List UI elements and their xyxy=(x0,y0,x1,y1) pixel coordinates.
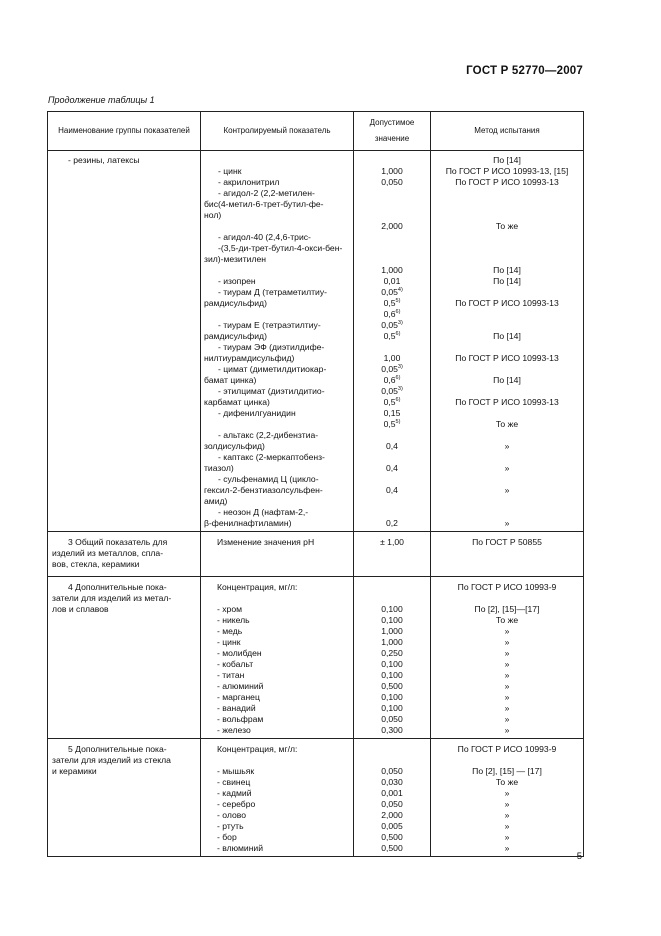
parameter-line: - цинк xyxy=(218,166,242,176)
method-line xyxy=(431,364,583,375)
value-line: 0,100 xyxy=(381,692,403,702)
table-row-section-5 xyxy=(48,739,584,857)
method-line: » xyxy=(504,843,510,853)
value-line: 0,250 xyxy=(381,648,403,658)
footnote-marker: 5) xyxy=(395,419,401,425)
concentration-heading: Концентрация, мг/л: xyxy=(217,744,298,754)
table-row-section-3 xyxy=(48,532,584,577)
parameter-line: нилтиурамдисульфид) xyxy=(204,353,295,363)
value-line xyxy=(354,364,430,375)
parameter-line: карбамат цинка) xyxy=(204,397,270,407)
group-cell-section-3 xyxy=(48,532,201,577)
value-number: 1,00 xyxy=(383,353,401,363)
value-line: 0,100 xyxy=(381,703,403,713)
value-line xyxy=(354,507,430,518)
method-line xyxy=(431,342,583,353)
value-line: 0,005 xyxy=(381,821,403,831)
group-label-rubber: - резины, латексы xyxy=(68,155,140,165)
value-number: 0,4 xyxy=(386,485,398,495)
parameter-line: - титан xyxy=(217,670,245,680)
method-line: По ГОСТ Р ИСО 10993-13 xyxy=(455,177,559,187)
value-number: 0,5 xyxy=(383,331,396,341)
parameter-line: - вольфрам xyxy=(217,714,264,724)
method-line: » xyxy=(504,714,510,724)
parameter-line: - тиурам Д (тетраметилтиу- xyxy=(218,287,327,297)
value-number: 0,5 xyxy=(383,419,396,429)
value-label: ± 1,00 xyxy=(380,537,404,547)
parameter-line: - никель xyxy=(217,615,250,625)
parameter-line: - изопрен xyxy=(218,276,256,286)
footnote-marker: 3) xyxy=(397,386,403,392)
value-line xyxy=(354,199,430,210)
value-line xyxy=(354,331,430,342)
parameter-line: - неозон Д (нафтам-2,- xyxy=(218,507,309,517)
method-cell-rubber xyxy=(431,151,584,532)
value-line xyxy=(354,518,430,529)
value-line xyxy=(354,287,430,298)
method-line: » xyxy=(504,832,510,842)
parameter-line: - свинец xyxy=(217,777,251,787)
value-line xyxy=(354,232,430,243)
value-number: 0,4 xyxy=(386,463,398,473)
method-line: » xyxy=(504,485,510,495)
parameter-line xyxy=(204,309,350,320)
value-line xyxy=(354,221,430,232)
value-line: 0,050 xyxy=(381,766,403,776)
parameter-line: зил)-мезитилен xyxy=(204,254,266,264)
value-line xyxy=(354,298,430,309)
value-cell-section-4 xyxy=(354,577,431,739)
method-line: По [14] xyxy=(493,331,521,341)
parameter-line xyxy=(204,155,350,166)
value-line xyxy=(354,265,430,276)
method-line: То же xyxy=(495,777,519,787)
group-cell-rubber xyxy=(48,151,201,532)
method-line: » xyxy=(504,659,510,669)
parameter-line: рамдисульфид) xyxy=(204,331,267,341)
method-line xyxy=(431,320,583,331)
parameter-line: - дифенилгуанидин xyxy=(218,408,296,418)
parameter-line: - акрилонитрил xyxy=(218,177,280,187)
value-line xyxy=(354,166,430,177)
method-line: » xyxy=(504,626,510,636)
method-line: По [2], [15]—[17] xyxy=(474,604,540,614)
group-label-line: изделий из металлов, спла- xyxy=(52,548,164,558)
value-line xyxy=(354,452,430,463)
parameter-line: β-фенилнафтиламин) xyxy=(204,518,292,528)
value-line xyxy=(354,342,430,353)
group-cell-section-5 xyxy=(48,739,201,857)
method-line xyxy=(431,474,583,485)
parameter-line: бамат цинка) xyxy=(204,375,257,385)
method-line xyxy=(431,496,583,507)
footnote-marker: 6) xyxy=(395,309,401,315)
method-line: » xyxy=(504,725,510,735)
method-line xyxy=(431,309,583,320)
footnote-marker: 3) xyxy=(397,320,403,326)
value-number: 1,000 xyxy=(381,166,403,176)
value-cell-rubber xyxy=(354,151,431,532)
footnote-marker: 5) xyxy=(395,298,401,304)
method-line: » xyxy=(504,703,510,713)
value-line xyxy=(354,320,430,331)
column-header-group: Наименование группы показателей xyxy=(48,112,201,151)
method-line: По [14] xyxy=(493,276,521,286)
parameter-line: - цинк xyxy=(217,637,241,647)
value-line xyxy=(354,441,430,452)
group-label-line: 4 Дополнительные пока- xyxy=(68,582,167,592)
value-number: 0,01 xyxy=(383,276,401,286)
specification-table xyxy=(47,111,584,857)
method-label: По ГОСТ Р ИСО 10993-9 xyxy=(457,582,557,592)
parameter-line: - железо xyxy=(217,725,251,735)
method-line: » xyxy=(504,441,510,451)
value-line: 0,500 xyxy=(381,681,403,691)
value-number: 0,05 xyxy=(381,287,398,297)
value-line xyxy=(354,408,430,419)
parameter-line xyxy=(204,419,350,430)
footnote-marker: 6) xyxy=(395,375,401,381)
method-line xyxy=(431,210,583,221)
parameter-line: - олово xyxy=(217,810,246,820)
column-header-value: Допустимое значение xyxy=(354,112,431,151)
parameter-line xyxy=(204,265,350,276)
group-label-line: затели для изделий из стекла xyxy=(52,755,171,765)
group-cell-section-4 xyxy=(48,577,201,739)
method-line: » xyxy=(504,518,510,528)
parameter-cell-section-3 xyxy=(201,532,354,577)
parameter-label: Изменение значения рН xyxy=(217,537,315,547)
value-line: 1,000 xyxy=(381,637,403,647)
parameter-line: - тиурам ЭФ (диэтилдифе- xyxy=(218,342,325,352)
method-line: По ГОСТ Р ИСО 10993-13, [15] xyxy=(445,166,569,176)
parameter-line: - сульфенамид Ц (цикло- xyxy=(218,474,319,484)
value-line: 0,100 xyxy=(381,615,403,625)
value-number: 0,6 xyxy=(383,375,396,385)
parameter-line: - ванадий xyxy=(217,703,256,713)
group-label-line: и керамики xyxy=(52,766,97,776)
method-line: По ГОСТ Р ИСО 10993-13 xyxy=(455,353,559,363)
value-number: 0,4 xyxy=(386,441,398,451)
value-number: 0,2 xyxy=(386,518,398,528)
column-header-method: Метод испытания xyxy=(431,112,584,151)
method-label: По ГОСТ Р ИСО 10993-9 xyxy=(457,744,557,754)
value-number: 2,000 xyxy=(381,221,403,231)
parameter-line: тиазол) xyxy=(204,463,234,473)
method-line xyxy=(431,386,583,397)
method-line: По [14] xyxy=(493,375,521,385)
method-line xyxy=(431,287,583,298)
value-line: 0,100 xyxy=(381,659,403,669)
value-line xyxy=(354,353,430,364)
method-cell-section-5 xyxy=(431,739,584,857)
method-line: По ГОСТ Р ИСО 10993-13 xyxy=(455,397,559,407)
column-header-parameter: Контролируемый показатель xyxy=(201,112,354,151)
parameter-line: бис(4-метил-6-трет-бутил-фе- xyxy=(204,199,324,209)
method-line: » xyxy=(504,810,510,820)
value-line xyxy=(354,254,430,265)
parameter-line: - кадмий xyxy=(217,788,252,798)
value-line xyxy=(354,496,430,507)
value-line: 0,050 xyxy=(381,714,403,724)
value-number: 0,6 xyxy=(383,309,396,319)
value-line: 0,030 xyxy=(381,777,403,787)
value-number: 0,050 xyxy=(381,177,403,187)
concentration-heading: Концентрация, мг/л: xyxy=(217,582,298,592)
parameter-line: - этилцимат (диэтилдитио- xyxy=(218,386,325,396)
value-line: 0,300 xyxy=(381,725,403,735)
value-line xyxy=(354,386,430,397)
method-cell-section-4 xyxy=(431,577,584,739)
method-line xyxy=(431,452,583,463)
parameter-line: - тиурам Е (тетраэтилтиу- xyxy=(218,320,321,330)
method-line xyxy=(431,199,583,210)
method-line: » xyxy=(504,821,510,831)
footnote-marker: 6) xyxy=(395,331,401,337)
page-number: 5 xyxy=(576,851,582,862)
parameter-line: - алюминий xyxy=(217,681,264,691)
parameter-line: - бор xyxy=(217,832,237,842)
footnote-marker: 3) xyxy=(397,364,403,370)
table-caption: Продолжение таблицы 1 xyxy=(48,95,155,105)
value-number: 0,05 xyxy=(381,364,398,374)
method-line: » xyxy=(504,799,510,809)
value-line: 0,500 xyxy=(381,843,403,853)
document-code: ГОСТ Р 52770—2007 xyxy=(466,65,583,77)
method-line: По ГОСТ Р ИСО 10993-13 xyxy=(455,298,559,308)
value-line xyxy=(354,155,430,166)
value-line: 0,050 xyxy=(381,799,403,809)
method-line: То же xyxy=(495,419,519,429)
value-cell-section-3 xyxy=(354,532,431,577)
method-line: По [14] xyxy=(493,265,521,275)
group-label-line: вов, стекла, керамики xyxy=(52,559,140,569)
parameter-line: - ртуть xyxy=(217,821,244,831)
method-line xyxy=(431,430,583,441)
table-row-rubber xyxy=(48,151,584,532)
parameter-line: - каптакс (2-меркаптобенз- xyxy=(218,452,325,462)
method-line: » xyxy=(504,648,510,658)
table-header-row xyxy=(48,112,584,151)
parameter-line: - мышьяк xyxy=(217,766,255,776)
footnote-marker: 4) xyxy=(397,287,403,293)
value-number: 0,5 xyxy=(383,397,396,407)
value-line: 0,001 xyxy=(381,788,403,798)
method-line: » xyxy=(504,637,510,647)
value-line: 0,100 xyxy=(381,604,403,614)
method-line xyxy=(431,188,583,199)
parameter-line: - агидол-2 (2,2-метилен- xyxy=(218,188,315,198)
method-line xyxy=(431,408,583,419)
method-line: То же xyxy=(495,221,519,231)
value-line xyxy=(354,177,430,188)
parameter-line: нол) xyxy=(204,210,222,220)
value-number: 0,05 xyxy=(381,386,398,396)
method-line xyxy=(431,243,583,254)
method-line xyxy=(431,254,583,265)
parameter-line: - хром xyxy=(217,604,243,614)
method-label: По ГОСТ Р 50855 xyxy=(472,537,542,547)
method-line xyxy=(431,507,583,518)
method-line: » xyxy=(504,463,510,473)
value-line xyxy=(354,210,430,221)
method-line: По [2], [15] — [17] xyxy=(472,766,542,776)
parameter-line: - цимат (диметилдитиокар- xyxy=(218,364,327,374)
parameter-line: - альтакс (2,2-дибензтиа- xyxy=(218,430,319,440)
parameter-line: рамдисульфид) xyxy=(204,298,267,308)
parameter-line: амид) xyxy=(204,496,228,506)
method-line: » xyxy=(504,692,510,702)
value-line xyxy=(354,463,430,474)
value-number: 0,05 xyxy=(381,320,398,330)
parameter-line: - серебро xyxy=(217,799,256,809)
parameter-line: - марганец xyxy=(217,692,260,702)
value-line: 2,000 xyxy=(381,810,403,820)
parameter-line: гексил-2-бензтиазолсульфен- xyxy=(204,485,323,495)
method-line: » xyxy=(504,681,510,691)
group-label-line: 5 Дополнительные пока- xyxy=(68,744,167,754)
method-line: То же xyxy=(495,615,519,625)
method-line: » xyxy=(504,670,510,680)
value-line xyxy=(354,485,430,496)
parameter-line: - влюминий xyxy=(217,843,264,853)
value-line xyxy=(354,188,430,199)
value-line xyxy=(354,430,430,441)
parameter-line: - агидол-40 (2,4,6-трис- xyxy=(218,232,311,242)
parameter-cell-rubber xyxy=(201,151,354,532)
value-line xyxy=(354,276,430,287)
value-line: 0,100 xyxy=(381,670,403,680)
value-number: 0,5 xyxy=(383,298,396,308)
group-label-line: лов и сплавов xyxy=(52,604,109,614)
parameter-line: - кобальт xyxy=(217,659,254,669)
value-number: 0,15 xyxy=(383,408,401,418)
value-line: 0,500 xyxy=(381,832,403,842)
parameter-line: золдисульфид) xyxy=(204,441,265,451)
value-line xyxy=(354,243,430,254)
value-line xyxy=(354,419,430,430)
value-line xyxy=(354,375,430,386)
footnote-marker: 6) xyxy=(395,397,401,403)
parameter-cell-section-4 xyxy=(201,577,354,739)
group-label-line: 3 Общий показатель для xyxy=(68,537,168,547)
parameter-line xyxy=(204,221,350,232)
parameter-line: -(3,5-ди-трет-бутил-4-окси-бен- xyxy=(218,243,343,253)
table-row-section-4 xyxy=(48,577,584,739)
value-line xyxy=(354,397,430,408)
value-line: 1,000 xyxy=(381,626,403,636)
value-line xyxy=(354,309,430,320)
parameter-line: - молибден xyxy=(217,648,262,658)
value-line xyxy=(354,474,430,485)
method-cell-section-3 xyxy=(431,532,584,577)
group-label-line: затели для изделий из метал- xyxy=(52,593,172,603)
method-line xyxy=(431,232,583,243)
value-cell-section-5 xyxy=(354,739,431,857)
method-line: » xyxy=(504,788,510,798)
parameter-cell-section-5 xyxy=(201,739,354,857)
parameter-line: - медь xyxy=(217,626,243,636)
value-number: 1,000 xyxy=(381,265,403,275)
method-line: По [14] xyxy=(493,155,521,165)
